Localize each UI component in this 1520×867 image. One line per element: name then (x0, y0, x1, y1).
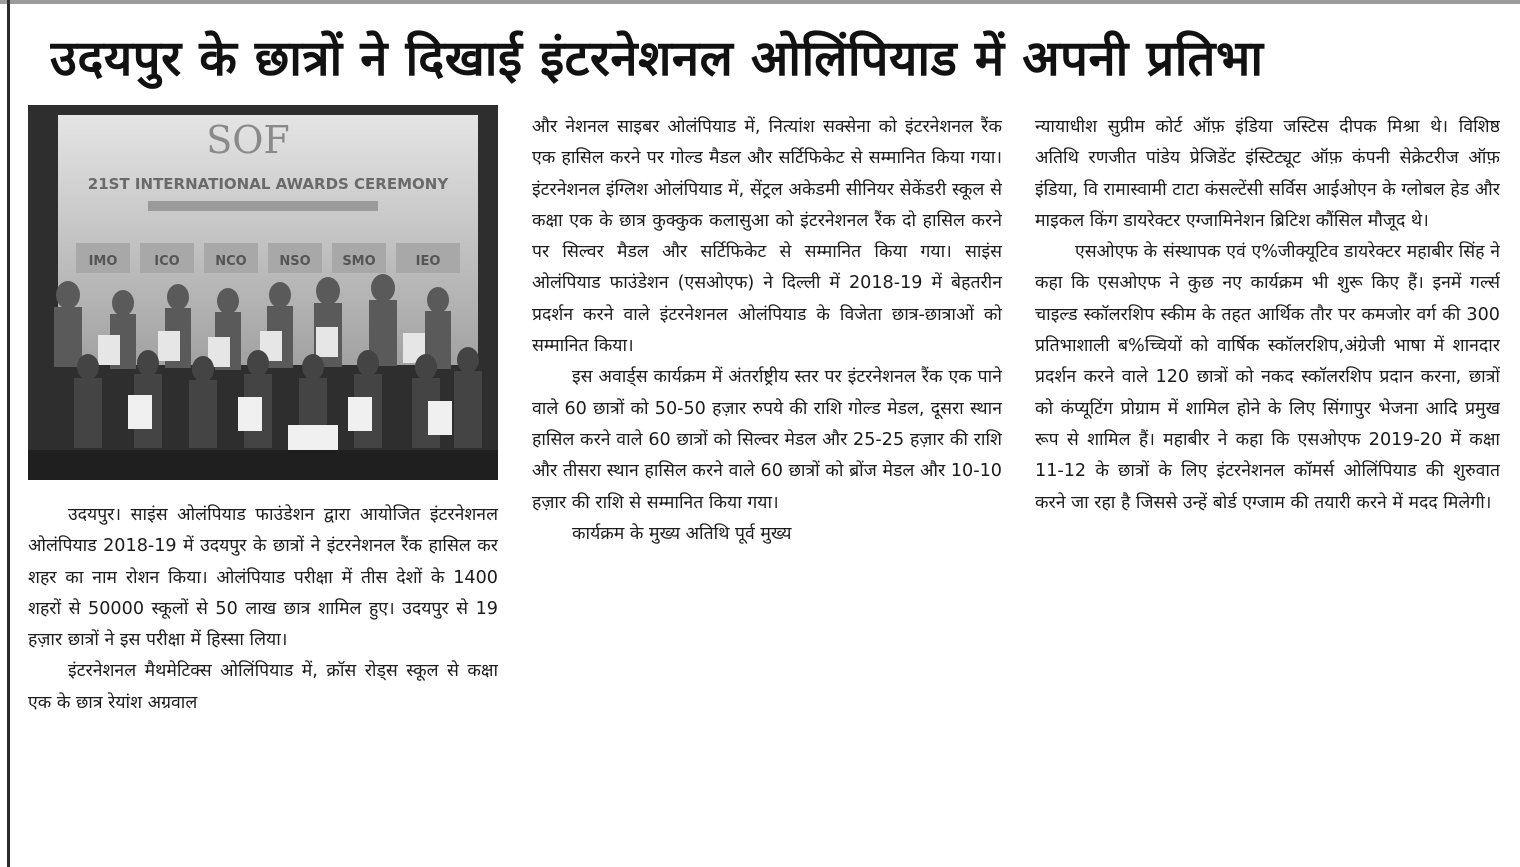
column-1 (28, 500, 498, 860)
paragraph: उदयपुर। साइंस ओलंपियाड फाउंडेशन द्वारा आयोजित इंटरनेशनल ओलंपियाड 2018-19 में उदयपुर के छात्रों ने इंटरनेशनल रैंक हासिल कर शहर का नाम रोशन किया। ओलंपियाड परीक्षा में तीस देशों के 1400 शहरों से 50000 स्कूलों से 50 लाख छात्र शामिल हुए। उदयपुर से 19 हज़ार छात्रों ने इस परीक्षा में हिस्सा लिया। (28, 505, 498, 651)
paragraph: इंटरनेशनल मैथमेटिक्स ओलिंपियाड में, क्रॉस रोड्स स्कूल से कक्षा एक के छात्र रेयांश अग्रवाल (28, 661, 498, 713)
news-photo (28, 105, 498, 480)
photo-illustration (28, 105, 498, 480)
award-code: NCO (215, 254, 247, 269)
award-code: ICO (154, 254, 180, 269)
award-code: SMO (342, 254, 376, 269)
paragraph: और नेशनल साइबर ओलंपियाड में, नित्यांश सक्सेना को इंटरनेशनल रैंक एक हासिल करने पर गोल्ड मैडल और सर्टिफिकेट से सम्मानित किया गया। इंटरनेशनल इंग्लिश ओलंपियाड में, सेंट्रल अकेडमी सीनियर सेकेंडरी स्कूल से कक्षा एक के छात्र कुक्कुक कलासुआ को इंटरनेशनल रैंक दो हासिल करने पर सिल्वर मैडल और सर्टिफिकेट से सम्मानित किया गया। साइंस ओलंपियाड फाउंडेशन (एसओएफ) ने दिल्ली में 2018-19 में बेहतरीन प्रदर्शन करने वाले इंटरनेशनल ओलंपियाड के विजेता छात्र-छात्राओं को सम्मानित किया। (532, 117, 1002, 357)
paragraph: एसओएफ के संस्थापक एवं ए%जीक्यूटिव डायरेक्टर महाबीर सिंह ने कहा कि एसओएफ ने कुछ नए कार्यक्रम भी शुरू किए हैं। इनमें गर्ल्स चाइल्ड स्कॉलरशिप स्कीम के तहत आर्थिक तौर पर कमजोर वर्ग की 300 प्रतिभाशाली ब%च्चियों को वार्षिक स्कॉलरशिप,अंग्रेजी भाषा में शानदार प्रदर्शन करने वाले 120 छात्रों को नकद स्कॉलरशिप प्रदान करना, छात्रों को कंप्यूटिंग प्रोग्राम में शामिल होने के लिए सिंगापुर भेजना आदि प्रमुख रूप से शामिल हैं। महाबीर ने कहा कि एसओएफ 2019-20 में कक्षा 11-12 के छात्रों के लिए इंटरनेशनल कॉमर्स ओलिंपियाड की शुरुवात करने जा रहा है जिससे उन्हें बोर्ड एग्जाम की तयारी करने में मदद मिलेगी। (1035, 242, 1500, 513)
paragraph: न्यायाधीश सुप्रीम कोर्ट ऑफ़ इंडिया जस्टिस दीपक मिश्रा थे। विशिष्ठ अतिथि रणजीत पांडेय प्रेजिडेंट इंस्टिट्यूट ऑफ़ कंपनी सेक्रेटरीज ऑफ़ इंडिया, वि रामास्वामी टाटा कंसल्टेंसी सर्विस आईओएन के ग्लोबल हेड और माइकल किंग डायरेक्टर एग्जामिनेशन ब्रिटिश कौंसिल मौजूद थे। (1035, 117, 1500, 231)
paragraph: कार्यक्रम के मुख्य अतिथि पूर्व मुख्य (572, 523, 792, 544)
paragraph: इस अवार्ड्स कार्यक्रम में अंतर्राष्ट्रीय स्तर पर इंटरनेशनल रैंक एक पाने वाले 60 छात्रों को 50-50 हज़ार रुपये की राशि गोल्ड मेडल, दूसरा स्थान हासिल करने वाले 60 छात्रों को सिल्वर मेडल और 25-25 हज़ार की राशि और तीसरा स्थान हासिल करने वाले 60 छात्रों को ब्रोंज मेडल और 10-10 हज़ार की राशि से सम्मानित किया गया। (532, 367, 1002, 513)
page-border-left (7, 0, 10, 867)
photo-logo: SOF (206, 118, 290, 162)
photo-banner: 21ST INTERNATIONAL AWARDS CEREMONY (87, 175, 449, 193)
award-code: IMO (88, 254, 118, 269)
column-3 (1035, 112, 1500, 862)
award-code: NSO (279, 254, 311, 269)
headline: उदयपुर के छात्रों ने दिखाई इंटरनेशनल ओलिंपियाड में अपनी प्रतिभा (50, 30, 1264, 87)
award-code: IEO (415, 254, 441, 269)
page-border-top (0, 0, 1520, 4)
column-2 (532, 112, 1002, 862)
